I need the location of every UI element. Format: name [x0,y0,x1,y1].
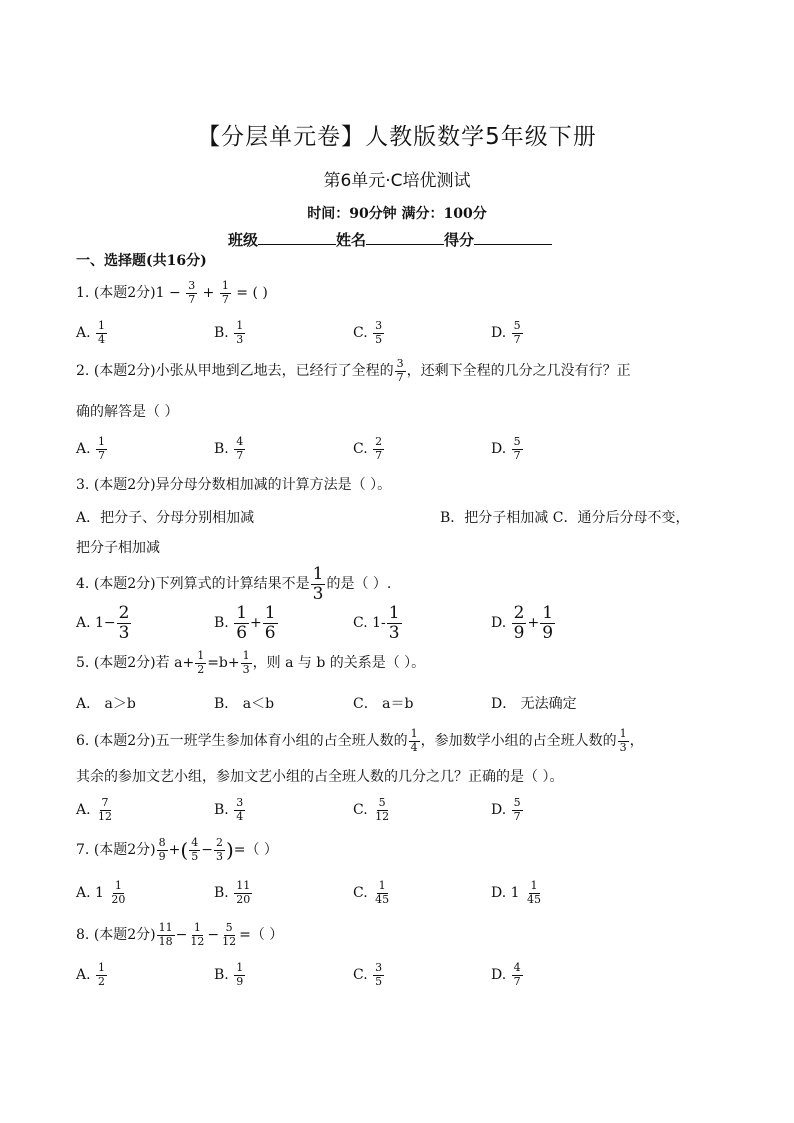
numerator: 5 [513,435,521,448]
section-title: 一、选择题(共16分) [76,253,207,269]
denominator: 9 [236,974,244,988]
fraction [117,604,132,642]
question-number: 7. [76,842,90,859]
denominator: 3 [619,740,627,754]
option-d[interactable] [491,604,556,642]
fraction [188,922,206,948]
denominator: 12 [98,809,113,823]
option-c[interactable]: C． a＝b [353,696,414,712]
option-c[interactable] [353,880,392,906]
question-8 [76,922,283,948]
fraction [220,922,238,948]
option-label: B. [214,967,229,984]
option-label: D. [491,615,507,632]
question-tag: (本题2分) [93,285,156,302]
operator: − [175,927,188,944]
stem-text: =b+ [207,655,240,672]
operator: + [527,615,540,632]
denominator: 9 [542,622,554,643]
fraction [234,320,245,346]
denominator: 6 [264,622,276,643]
denominator: 7 [375,448,383,462]
operator: − [201,842,213,859]
denominator: 12 [222,934,237,948]
stem-text: ，则 a 与 b 的关系是（ ）。 [252,655,426,672]
option-b[interactable] [214,797,246,823]
option-b-c[interactable]: B．把分子相加减 C．通分后分母不变， [440,510,690,526]
stem-text: 的是（ ）. [326,576,392,593]
operator: 1− [95,615,116,632]
option-a[interactable] [76,436,108,462]
right-paren: ) [225,838,234,863]
denominator: 4 [98,332,106,346]
fraction [373,320,384,346]
question-4 [76,565,391,603]
fraction [373,436,384,462]
option-b[interactable] [214,436,246,462]
numerator: 1 [264,603,276,623]
option-label: D. [491,802,507,819]
name-label: 姓名 [336,231,367,249]
denominator: 3 [242,662,250,676]
numerator: 1 [98,319,106,332]
question-tag: (本题2分) [93,363,156,380]
denominator: 5 [191,849,199,863]
option-a[interactable]: A．把分子、分母分别相加减 [76,510,255,526]
numerator: 1 [98,961,106,974]
option-label: A. [76,885,91,902]
option-c[interactable] [353,320,385,346]
denominator: 4 [410,740,418,754]
numerator: 1 [410,727,418,740]
option-c[interactable] [353,797,392,823]
fraction [157,922,175,948]
option-a[interactable] [76,797,115,823]
denominator: 7 [513,809,521,823]
stem-text: = ( ) [231,285,268,302]
question-tag: (本题2分) [93,576,156,593]
denominator: 3 [118,622,130,643]
stem-text: ，参加数学小组的占全班人数的 [420,733,617,750]
question-tag: (本题2分) [93,655,156,672]
option-d[interactable] [491,797,524,823]
option-b[interactable]: B． a＜b [214,696,275,712]
operator: − [207,927,220,944]
stem-text: 五一班学生参加体育小组的占全班人数的 [155,733,408,750]
option-c[interactable] [353,436,385,462]
denominator: 5 [375,974,383,988]
option-label: B. [214,615,229,632]
fraction [214,837,225,863]
option-label: C. [353,885,368,902]
operator: + [168,842,181,859]
option-label: D. [491,885,507,902]
option-label: A. [76,325,91,342]
name-blank[interactable] [366,230,444,245]
fraction [96,436,107,462]
option-label: C. [353,441,368,458]
numerator: 4 [191,836,199,849]
numerator: 3 [375,961,383,974]
stem-text: 1 − [155,285,186,302]
fraction [311,565,326,603]
question-6 [76,728,644,754]
option-label: D. [491,441,507,458]
option-b[interactable] [214,962,246,988]
fraction [618,728,629,754]
denominator: 7 [98,448,106,462]
option-a[interactable] [76,880,128,906]
numerator: 1 [619,727,627,740]
denominator: 20 [236,892,251,906]
denominator: 6 [236,622,248,643]
option-a[interactable] [76,604,132,642]
denominator: 9 [158,849,166,863]
question-2 [76,358,631,384]
fraction [263,604,278,642]
option-c[interactable] [353,962,385,988]
numerator: 1 [236,319,244,332]
question-number: 1. [76,285,90,302]
denominator: 7 [513,974,521,988]
numerator: 1 [530,879,538,892]
option-d[interactable]: D． 无法确定 [491,696,577,712]
denominator: 3 [388,622,400,643]
question-number: 2. [76,363,90,380]
fraction [512,604,527,642]
question-3 [76,474,391,494]
numerator: 1 [193,921,201,934]
denominator: 5 [375,332,383,346]
fraction [512,320,523,346]
option-label: D. [491,325,507,342]
time-score-line: 时间：90分钟 满分：100分 [307,206,487,222]
numerator: 3 [396,357,404,370]
numerator: 1 [378,879,386,892]
numerator: 1 [114,879,122,892]
denominator: 7 [236,448,244,462]
stem-text: =（ ） [233,842,278,859]
question-7 [76,837,278,863]
numerator: 3 [236,796,244,809]
numerator: 4 [513,961,521,974]
question-number: 5. [76,655,90,672]
numerator: 1 [236,603,248,623]
fraction [234,797,245,823]
fraction [525,880,543,906]
option-c[interactable] [353,604,403,642]
question-2-line2: 确的解答是（ ） [76,404,179,420]
operator: + [198,285,219,302]
numerator: 1 [98,435,106,448]
option-label: A. [76,615,91,632]
fraction [234,436,245,462]
option-label: C. [353,325,368,342]
denominator: 3 [312,583,324,604]
page-title: 【分层单元卷】人教版数学5年级下册 [197,124,597,150]
class-label: 班级 [228,231,259,249]
numerator: 11 [236,879,251,892]
fraction [540,604,555,642]
question-1 [76,280,268,306]
fraction [373,797,391,823]
fraction [512,962,523,988]
option-b[interactable] [214,320,246,346]
fraction [395,358,406,384]
fraction [96,797,114,823]
numerator: 1 [242,649,250,662]
denominator: 7 [396,370,404,384]
fraction [96,320,107,346]
option-label: A. [76,967,91,984]
stem-text: ， [629,733,644,750]
fraction [234,604,249,642]
fraction [512,797,523,823]
fraction [96,962,107,988]
numerator: 5 [378,796,386,809]
question-5 [76,650,425,676]
denominator: 18 [158,934,173,948]
numerator: 5 [513,796,521,809]
option-a[interactable] [76,962,108,988]
option-b[interactable] [214,880,253,906]
numerator: 1 [312,564,324,584]
fraction [109,880,127,906]
numerator: 1 [388,603,400,623]
score-label: 得分 [444,231,475,249]
option-label: D. [491,967,507,984]
denominator: 7 [188,292,196,306]
denominator: 12 [190,934,205,948]
denominator: 20 [111,892,126,906]
option-d[interactable] [491,436,524,462]
fraction [220,280,231,306]
denominator: 2 [197,662,205,676]
numerator: 2 [215,836,223,849]
fraction [157,837,168,863]
option-a[interactable] [76,320,108,346]
denominator: 2 [98,974,106,988]
denominator: 45 [375,892,390,906]
stem-text: 小张从甲地到乙地去，已经行了全程的 [155,363,394,380]
denominator: 7 [513,448,521,462]
page-subtitle: 第6单元·C培优测试 [323,171,471,191]
fraction [241,650,252,676]
stem-text: 异分母分数相加减的计算方法是（ ）。 [155,477,392,493]
stem-text: 下列算式的计算结果不是 [155,576,310,593]
question-tag: (本题2分) [93,927,156,944]
fraction [189,837,200,863]
option-label: B. [214,885,229,902]
left-paren: ( [180,838,189,863]
option-label: B. [214,802,229,819]
class-blank[interactable] [258,230,336,245]
numerator: 7 [101,796,109,809]
denominator: 3 [236,332,244,346]
numerator: 1 [221,279,229,292]
numerator: 2 [375,435,383,448]
question-number: 4. [76,576,90,593]
numerator: 11 [158,921,173,934]
numerator: 5 [513,319,521,332]
option-label: C. [353,802,368,819]
option-label: C. [353,615,368,632]
stem-text: ，还剩下全程的几分之几没有行？正 [406,363,631,380]
numerator: 5 [225,921,233,934]
numerator: 4 [236,435,244,448]
option-d[interactable] [491,320,524,346]
numerator: 3 [188,279,196,292]
question-tag: (本题2分) [93,477,156,493]
option-c-continued[interactable]: 把分子相加减 [76,540,160,556]
numerator: 1 [197,649,205,662]
question-6-line2: 其余的参加文艺小组，参加文艺小组的占全班人数的几分之几？正确的是（ ）。 [76,769,564,785]
fraction [373,880,391,906]
option-label: A. [76,441,91,458]
denominator: 12 [375,809,390,823]
operator: 1- [372,615,386,632]
fraction [409,728,420,754]
option-a[interactable]: A． a＞b [76,696,136,712]
stem-text: =（ ） [239,927,284,944]
fraction [512,436,523,462]
operator: + [250,615,262,632]
numerator: 3 [375,319,383,332]
option-label: B. [214,441,229,458]
fraction [186,280,197,306]
option-d[interactable] [491,880,544,906]
question-number: 3. [76,477,90,493]
denominator: 9 [513,622,525,643]
fraction [234,880,252,906]
numerator: 1 [236,961,244,974]
whole-number: 1 [510,885,520,902]
denominator: 3 [215,849,223,863]
fraction [387,604,402,642]
denominator: 7 [513,332,521,346]
option-label: C. [353,967,368,984]
numerator: 8 [158,836,166,849]
question-number: 6. [76,733,90,750]
whole-number: 1 [95,885,104,902]
question-tag: (本题2分) [93,842,156,859]
fraction [234,962,245,988]
score-blank[interactable] [474,230,552,245]
option-label: A. [76,802,91,819]
option-b[interactable] [214,604,279,642]
denominator: 4 [236,809,244,823]
numerator: 1 [542,603,554,623]
question-number: 8. [76,927,90,944]
option-d[interactable] [491,962,524,988]
fraction [195,650,206,676]
question-tag: (本题2分) [93,733,156,750]
denominator: 45 [527,892,542,906]
numerator: 2 [513,603,525,623]
option-label: B. [214,325,229,342]
fraction [373,962,384,988]
denominator: 7 [221,292,229,306]
student-info-line [228,229,552,250]
stem-text: 若 a+ [155,655,195,672]
numerator: 2 [118,603,130,623]
